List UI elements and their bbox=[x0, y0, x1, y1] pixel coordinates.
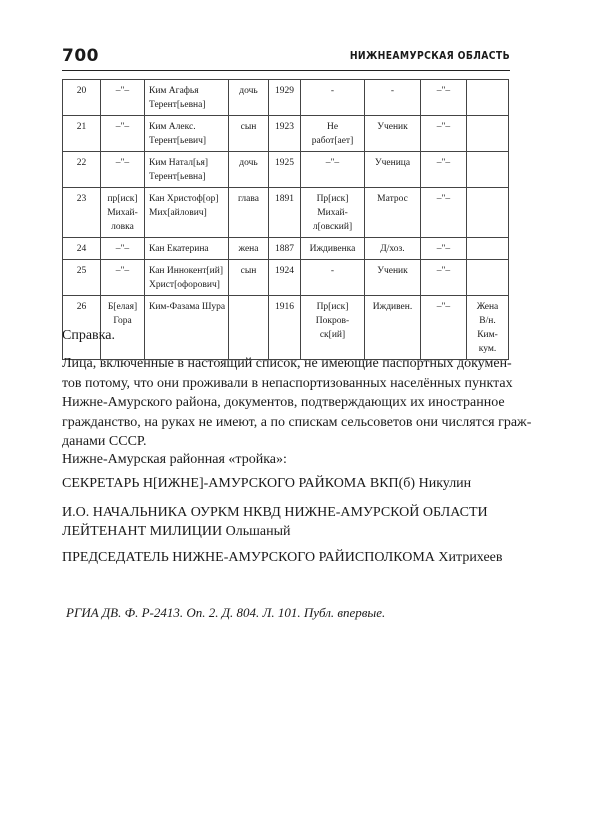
cell-origin bbox=[301, 80, 365, 116]
cell-relation bbox=[229, 296, 269, 360]
signature-line: ПРЕДСЕДАТЕЛЬ НИЖНЕ-АМУРСКОГО РАЙИСПОЛКОМА Хитрихеев bbox=[62, 550, 503, 565]
cell-line: Михай- bbox=[317, 208, 348, 218]
cell-line: Кан Христоф[ор] bbox=[149, 194, 219, 204]
signature-nkvd-chief bbox=[62, 503, 522, 541]
cell-line: Покров- bbox=[315, 316, 350, 326]
cell-line: Не bbox=[326, 122, 339, 132]
cell-ditto: –"– bbox=[421, 152, 467, 188]
cell-line: –"– bbox=[115, 158, 130, 168]
cell-name bbox=[145, 238, 229, 260]
cell-name bbox=[145, 80, 229, 116]
cell-line: Терент[ьевна] bbox=[149, 172, 206, 182]
cell-line: - bbox=[330, 86, 335, 96]
cell-ditto: –"– bbox=[421, 260, 467, 296]
roster-table bbox=[62, 79, 509, 360]
cell-origin bbox=[301, 260, 365, 296]
cell-name bbox=[145, 296, 229, 360]
cell-line: Мих[айлович] bbox=[149, 208, 207, 218]
running-title: НИЖНЕАМУРСКАЯ ОБЛАСТЬ bbox=[349, 50, 510, 62]
signature-secretary bbox=[62, 474, 522, 493]
cell-occupation: Ученик bbox=[365, 116, 421, 152]
cell-line: –"– bbox=[115, 122, 130, 132]
cell-line: Иждивенка bbox=[309, 244, 356, 254]
cell-line: л[овский] bbox=[312, 222, 353, 232]
cell-relation: дочь bbox=[229, 80, 269, 116]
cell-number: 23 bbox=[63, 188, 101, 238]
cell-relation: глава bbox=[229, 188, 269, 238]
cell-relation: дочь bbox=[229, 152, 269, 188]
signature-chairman bbox=[62, 548, 522, 567]
table-row bbox=[63, 188, 509, 238]
cell-line: Терент[ьевич] bbox=[149, 136, 207, 146]
cell-line: Кан Екатерина bbox=[149, 244, 209, 254]
cell-occupation: - bbox=[365, 80, 421, 116]
cell-line: Пр[иск] bbox=[316, 194, 349, 204]
cell-line: Пр[иск] bbox=[316, 302, 349, 312]
cell-line: Терент[ьевна] bbox=[149, 100, 206, 110]
cell-name bbox=[145, 152, 229, 188]
cell-line: Ким Агафья bbox=[149, 86, 199, 96]
signature-line: СЕКРЕТАРЬ Н[ИЖНЕ]-АМУРСКОГО РАЙКОМА ВКП(б) Никулин bbox=[62, 476, 472, 491]
cell-relation: сын bbox=[229, 116, 269, 152]
cell-note bbox=[467, 188, 509, 238]
cell-line: кум. bbox=[478, 344, 497, 354]
cell-year: 1924 bbox=[269, 260, 301, 296]
cell-place bbox=[101, 116, 145, 152]
cell-place bbox=[101, 152, 145, 188]
cell-line: Ким-Фазама Шура bbox=[149, 302, 226, 312]
paragraph-line: Нижне-Амурского района, документов, подтверждающих их иностранное bbox=[62, 395, 505, 411]
cell-place bbox=[101, 188, 145, 238]
cell-name bbox=[145, 188, 229, 238]
cell-note bbox=[467, 238, 509, 260]
cell-number: 26 bbox=[63, 296, 101, 360]
cell-year: 1891 bbox=[269, 188, 301, 238]
table-row bbox=[63, 238, 509, 260]
cell-number: 20 bbox=[63, 80, 101, 116]
cell-origin bbox=[301, 238, 365, 260]
cell-place bbox=[101, 80, 145, 116]
cell-year: 1925 bbox=[269, 152, 301, 188]
cell-note bbox=[467, 260, 509, 296]
cell-year: 1916 bbox=[269, 296, 301, 360]
cell-name bbox=[145, 260, 229, 296]
cell-line: Христ[офорович] bbox=[149, 280, 220, 290]
note-paragraph bbox=[62, 354, 532, 452]
cell-origin bbox=[301, 296, 365, 360]
cell-note bbox=[467, 152, 509, 188]
cell-place bbox=[101, 238, 145, 260]
cell-ditto: –"– bbox=[421, 238, 467, 260]
cell-number: 21 bbox=[63, 116, 101, 152]
table-row bbox=[63, 80, 509, 116]
cell-origin bbox=[301, 116, 365, 152]
paragraph-line: тов потому, что они проживали в непаспортизованных населённых пунктах bbox=[62, 375, 513, 391]
cell-line: Б[елая] bbox=[107, 302, 138, 312]
table-row bbox=[63, 116, 509, 152]
cell-year: 1923 bbox=[269, 116, 301, 152]
cell-line: работ[ает] bbox=[311, 136, 354, 146]
cell-line: - bbox=[330, 266, 335, 276]
cell-occupation: Ученик bbox=[365, 260, 421, 296]
cell-ditto: –"– bbox=[421, 116, 467, 152]
cell-line: –"– bbox=[115, 244, 130, 254]
cell-place bbox=[101, 260, 145, 296]
cell-line: Ким Алекс. bbox=[149, 122, 196, 132]
cell-line: Гора bbox=[113, 316, 132, 326]
cell-occupation: Матрос bbox=[365, 188, 421, 238]
cell-number: 25 bbox=[63, 260, 101, 296]
cell-year: 1887 bbox=[269, 238, 301, 260]
cell-occupation: Д/хоз. bbox=[365, 238, 421, 260]
cell-line: Михай- bbox=[107, 208, 138, 218]
cell-line: ск[ий] bbox=[319, 330, 346, 340]
cell-number: 24 bbox=[63, 238, 101, 260]
note-title: Справка. bbox=[62, 328, 115, 343]
cell-line: Ким Натал[ья] bbox=[149, 158, 208, 168]
cell-ditto: –"– bbox=[421, 296, 467, 360]
signature-line: ЛЕЙТЕНАНТ МИЛИЦИИ Ольшаный bbox=[62, 524, 291, 539]
cell-line: –"– bbox=[115, 86, 130, 96]
cell-line: Жена bbox=[476, 302, 499, 312]
archive-source: РГИА ДВ. Ф. Р-2413. Оп. 2. Д. 804. Л. 101. Публ. впервые. bbox=[66, 605, 386, 620]
cell-occupation: Ученица bbox=[365, 152, 421, 188]
cell-number: 22 bbox=[63, 152, 101, 188]
cell-note bbox=[467, 116, 509, 152]
cell-relation: жена bbox=[229, 238, 269, 260]
cell-line: –"– bbox=[115, 266, 130, 276]
table-row bbox=[63, 152, 509, 188]
page-header bbox=[62, 44, 510, 71]
cell-year: 1929 bbox=[269, 80, 301, 116]
cell-note bbox=[467, 80, 509, 116]
cell-ditto: –"– bbox=[421, 188, 467, 238]
page-number: 700 bbox=[62, 46, 99, 66]
paragraph-line: данами СССР. bbox=[62, 434, 147, 450]
cell-ditto: –"– bbox=[421, 80, 467, 116]
paragraph-line: гражданство, на руках не имеют, а по спискам сельсоветов они числятся граж- bbox=[62, 414, 532, 430]
cell-line: пр[иск] bbox=[107, 194, 138, 204]
table-row bbox=[63, 260, 509, 296]
cell-origin bbox=[301, 152, 365, 188]
cell-line: –"– bbox=[325, 158, 340, 168]
table-row bbox=[63, 296, 509, 360]
troika-heading: Нижне-Амурская районная «тройка»: bbox=[62, 452, 287, 467]
cell-line: Кан Иннокент[ий] bbox=[149, 266, 223, 276]
cell-occupation: Иждивен. bbox=[365, 296, 421, 360]
cell-origin bbox=[301, 188, 365, 238]
cell-name bbox=[145, 116, 229, 152]
cell-line: В/н. Ким- bbox=[477, 316, 498, 340]
cell-relation: сын bbox=[229, 260, 269, 296]
cell-line: ловка bbox=[111, 222, 134, 232]
paragraph-line: Лица, включенные в настоящий список, не имеющие паспортных докумен- bbox=[62, 356, 512, 371]
signature-line: И.О. НАЧАЛЬНИКА ОУРКМ НКВД НИЖНЕ-АМУРСКОЙ ОБЛАСТИ bbox=[62, 505, 488, 520]
cell-note bbox=[467, 296, 509, 360]
